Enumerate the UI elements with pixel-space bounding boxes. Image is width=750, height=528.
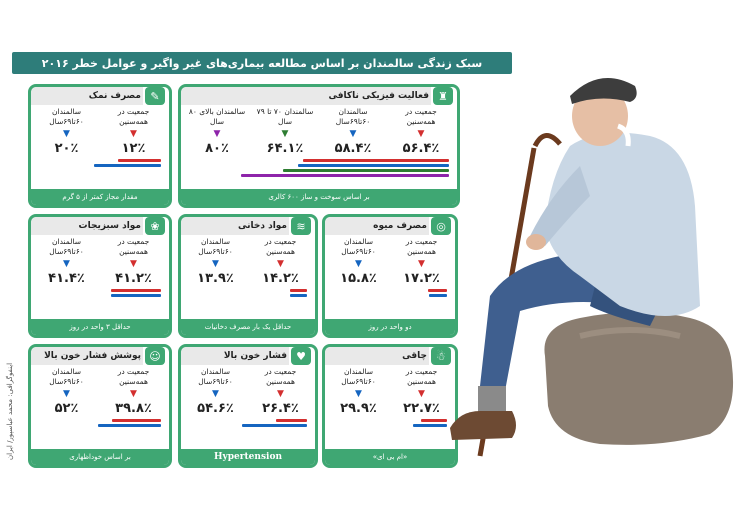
stat-label: سالمندان ۶۰تا۶۹سال (341, 237, 376, 256)
bar-elderly-70 (283, 169, 449, 172)
credit-text: اینفوگرافی: محمد عباسپور/ ایران (6, 362, 14, 460)
stat-elderly (186, 367, 246, 416)
bar-population (118, 159, 161, 162)
bar-elderly (111, 294, 162, 297)
stat-label: جمعیت در همه‌سنین (117, 367, 150, 386)
cigarette-icon: ≋ (291, 217, 311, 235)
bar-elderly-80 (241, 174, 449, 177)
bar-elderly (413, 424, 447, 427)
bar-elderly (242, 424, 307, 427)
card-footer: مقدار مجاز کمتر از ۵ گرم (31, 189, 169, 205)
card-header (31, 217, 169, 235)
arrow-down-icon: ▼ (418, 389, 425, 399)
bar-population (276, 419, 307, 422)
stat-population (251, 367, 311, 416)
stat-value: ۵۸.۴٪ (334, 141, 372, 156)
running-person-icon: ♜ (433, 87, 453, 105)
stat-elderly-70 (255, 107, 315, 156)
card-footer: بر اساس خوداظهاری (31, 449, 169, 465)
cane (535, 135, 560, 146)
stat-population (104, 237, 164, 286)
arrow-down-icon: ▼ (349, 129, 357, 139)
card-footer: «ام بی ای» (325, 449, 455, 465)
bar-elderly (429, 294, 447, 297)
stat-value: ۶۴.۱٪ (266, 141, 304, 156)
arrow-down-icon: ▼ (63, 129, 70, 139)
heart-pulse-icon: ♥ (291, 347, 311, 365)
card-bp-coverage (28, 344, 172, 468)
bar-group (181, 419, 315, 427)
stat-label: جمعیت در همه‌سنین (264, 367, 297, 386)
stat-value: ۸۰٪ (205, 141, 229, 156)
arrow-down-icon: ▼ (355, 259, 362, 269)
card-footer: دو واحد در روز (325, 319, 455, 335)
arrow-down-icon: ▼ (418, 259, 425, 269)
arrow-down-icon: ▼ (212, 259, 219, 269)
card-header (181, 347, 315, 365)
bar-elderly-60 (298, 164, 449, 167)
stat-value: ۵۲٪ (54, 401, 79, 416)
stat-value: ۱۵.۸٪ (340, 271, 377, 286)
stat-elderly-80 (187, 107, 247, 156)
stat-label: سالمندان ۶۰تا۶۹سال (198, 237, 233, 256)
stat-value: ۱۴.۲٪ (262, 271, 299, 286)
bar-population (111, 289, 161, 292)
stat-value: ۲۲.۷٪ (403, 401, 440, 416)
stat-elderly (186, 237, 246, 286)
stat-value: ۱۷.۲٪ (403, 271, 440, 286)
stat-label: سالمندان ۶۰تا۶۹سال (49, 367, 84, 386)
arrow-down-icon: ▼ (63, 389, 70, 399)
card-smoking (178, 214, 318, 338)
bar-group (181, 159, 457, 177)
card-title: چاقی (402, 351, 427, 361)
stat-population (104, 107, 164, 156)
card-title: پوشش فشار خون بالا (44, 351, 141, 361)
stat-value: ۳۹.۸٪ (115, 401, 152, 416)
stat-elderly (329, 367, 389, 416)
stat-label: جمعیت در همه‌سنین (117, 237, 150, 256)
card-title: فشار خون بالا (223, 351, 287, 361)
card-title: مصرف میوه (373, 221, 427, 231)
bar-population (290, 289, 307, 292)
card-title: فعالیت فیزیکی ناکافی (328, 91, 429, 101)
salt-shaker-icon: ✎ (145, 87, 165, 105)
stat-elderly (37, 367, 97, 416)
card-header (31, 347, 169, 365)
stat-elderly (329, 237, 389, 286)
stat-label: سالمندان ۶۰تا۶۹سال (335, 107, 371, 126)
card-footer: بر اساس سوخت و ساز ۶۰۰ کالری (181, 189, 457, 205)
bar-elderly (94, 164, 161, 167)
vegetable-icon: ❀ (145, 217, 165, 235)
stat-label: سالمندان بالای ۸۰ سال (188, 107, 246, 126)
bar-group (31, 159, 169, 167)
arrow-down-icon: ▼ (130, 259, 137, 269)
bar-group (325, 419, 455, 427)
card-footer: حداقل یک بار مصرف دخانیات (181, 319, 315, 335)
stat-value: ۲۰٪ (54, 141, 79, 156)
card-salt (28, 84, 172, 208)
card-title: مواد سبزیجات (78, 221, 141, 231)
arrow-down-icon: ▼ (212, 389, 219, 399)
stat-population (251, 237, 311, 286)
arrow-down-icon: ▼ (355, 389, 362, 399)
stat-elderly (37, 107, 97, 156)
stat-label: جمعیت در همه‌سنین (264, 237, 297, 256)
arrow-down-icon: ▼ (417, 129, 425, 139)
card-physical-activity (178, 84, 460, 208)
stat-population (392, 237, 452, 286)
stat-value: ۵۴.۶٪ (197, 401, 234, 416)
stat-label: سالمندان ۶۰تا۶۹سال (49, 237, 84, 256)
stat-label: جمعیت در همه‌سنین (117, 107, 150, 126)
body-icon: ☃ (431, 347, 451, 365)
bar-population (303, 159, 449, 162)
card-header (325, 347, 455, 365)
bar-group (31, 419, 169, 427)
card-high-bp (178, 344, 318, 468)
stat-value: ۵۶.۴٪ (402, 141, 440, 156)
arrow-down-icon: ▼ (63, 259, 70, 269)
stat-label: جمعیت در همه‌سنین (405, 107, 437, 126)
arrow-down-icon: ▼ (277, 259, 284, 269)
page-title: سبک زندگی سالمندان بر اساس مطالعه بیماری‌های غیر واگیر و عوامل خطر ۲۰۱۶ (12, 52, 512, 74)
stat-population (391, 107, 451, 156)
arrow-down-icon: ▼ (130, 129, 137, 139)
card-header (181, 217, 315, 235)
stat-value: ۲۶.۴٪ (262, 401, 299, 416)
bar-group (181, 289, 315, 297)
bar-group (31, 289, 169, 297)
arrow-down-icon: ▼ (281, 129, 289, 139)
stat-label: سالمندان ۶۰تا۶۹سال (341, 367, 376, 386)
people-icon: ☺ (145, 347, 165, 365)
stat-population (104, 367, 164, 416)
card-vegetables (28, 214, 172, 338)
stat-value: ۴۱.۴٪ (48, 271, 85, 286)
stat-population (392, 367, 452, 416)
bar-elderly (290, 294, 307, 297)
card-header (31, 87, 169, 105)
stat-value: ۱۲٪ (121, 141, 146, 156)
shoe (450, 411, 516, 440)
card-fruit (322, 214, 458, 338)
stat-label: سالمندان ۶۰تا۶۹سال (198, 367, 233, 386)
stat-label: سالمندان ۶۰تا۶۹سال (49, 107, 84, 126)
apple-icon: ◎ (431, 217, 451, 235)
card-title: مواد دخانی (237, 221, 287, 231)
bar-population (112, 419, 161, 422)
stat-label: سالمندان ۷۰ تا ۷۹ سال (256, 107, 314, 126)
stat-value: ۴۱.۲٪ (115, 271, 152, 286)
arrow-down-icon: ▼ (277, 389, 284, 399)
stat-label: جمعیت در همه‌سنین (405, 237, 438, 256)
stat-label: جمعیت در همه‌سنین (405, 367, 438, 386)
card-title: مصرف نمک (88, 91, 141, 101)
card-obesity (322, 344, 458, 468)
bar-elderly (98, 424, 161, 427)
card-footer: حداقل ۳ واحد در روز (31, 319, 169, 335)
bar-group (325, 289, 455, 297)
bar-population (428, 289, 447, 292)
bar-population (421, 419, 447, 422)
stat-elderly (37, 237, 97, 286)
arrow-down-icon: ▼ (130, 389, 137, 399)
stat-value: ۲۹.۹٪ (340, 401, 377, 416)
card-footer: Hypertension (181, 449, 315, 465)
card-header (181, 87, 457, 105)
stat-value: ۱۳.۹٪ (197, 271, 234, 286)
elderly-man-illustration (450, 56, 750, 528)
arrow-down-icon: ▼ (213, 129, 221, 139)
stat-elderly-60 (323, 107, 383, 156)
card-header (325, 217, 455, 235)
